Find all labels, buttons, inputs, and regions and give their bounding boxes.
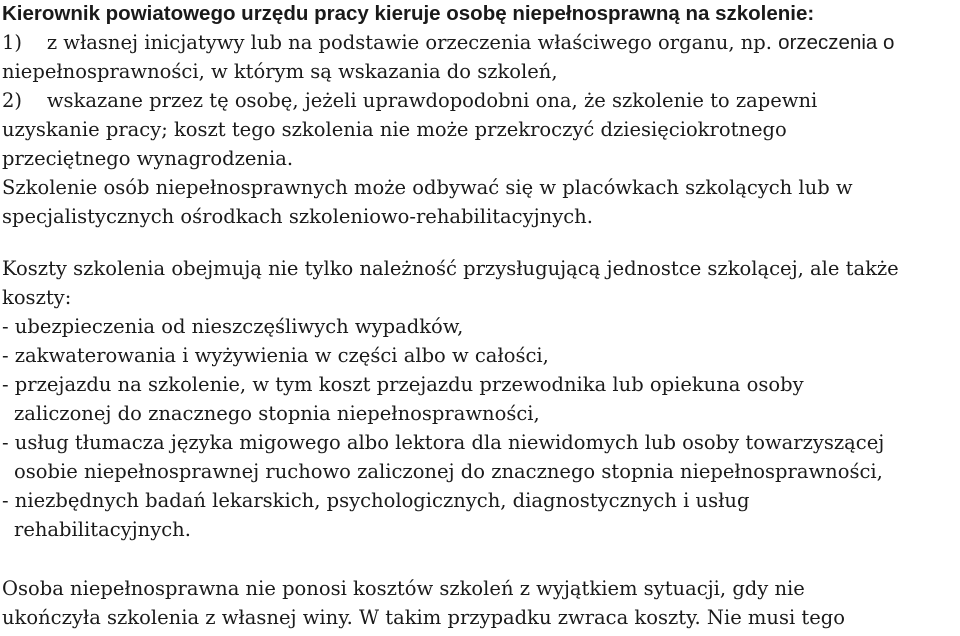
- training-places-line-2: specjalistycznych ośrodkach szkoleniowo-rehabilitacyjnych.: [2, 205, 593, 228]
- cost-item-medical-line-2: rehabilitacyjnych.: [14, 518, 191, 541]
- costs-intro-line-2: koszty:: [2, 286, 72, 309]
- point-2-line-2: uzyskanie pracy; koszt tego szkolenia nie może przekroczyć dziesięciokrotnego: [2, 118, 787, 141]
- cost-item-medical-line-1: - niezbędnych badań lekarskich, psychologicznych, diagnostycznych i usług: [2, 489, 750, 512]
- training-places-line-1: Szkolenie osób niepełnosprawnych może odbywać się w placówkach szkolących lub w: [2, 176, 853, 199]
- cost-item-travel-line-1: - przejazdu na szkolenie, w tym koszt przejazdu przewodnika lub opiekuna osoby: [2, 373, 804, 396]
- point-1-line-1: [2, 29, 894, 57]
- point-1-text-continued: orzeczenia o: [778, 31, 895, 54]
- cost-item-interpreter-line-1: - usług tłumacza języka migowego albo lektora dla niewidomych lub osoby towarzyszącej: [2, 431, 885, 454]
- costs-intro-line-1: Koszty szkolenia obejmują nie tylko należność przysługującą jednostce szkolącej, ale także: [2, 257, 899, 280]
- closing-line-2: ukończyła szkolenia z własnej winy. W takim przypadku zwraca koszty. Nie musi tego: [2, 606, 846, 629]
- closing-line-1: Osoba niepełnosprawna nie ponosi kosztów szkoleń z wyjątkiem sytuacji, gdy nie: [2, 577, 805, 600]
- point-2-line-3: przeciętnego wynagrodzenia.: [2, 147, 294, 170]
- cost-item-travel-line-2: zaliczonej do znacznego stopnia niepełnosprawności,: [14, 402, 540, 425]
- point-2-text: wskazane przez tę osobę, jeżeli uprawdopodobni ona, że szkolenie to zapewni: [46, 89, 818, 112]
- point-1-number: 1): [2, 31, 23, 54]
- point-1-text: z własnej inicjatywy lub na podstawie orzeczenia właściwego organu, np.: [46, 31, 772, 54]
- cost-item-interpreter-line-2: osobie niepełnosprawnej ruchowo zaliczonej do znacznego stopnia niepełnosprawności,: [14, 460, 883, 483]
- cost-item-insurance: - ubezpieczenia od nieszczęśliwych wypadków,: [2, 315, 464, 338]
- heading: Kierownik powiatowego urzędu pracy kieruje osobę niepełnosprawną na szkolenie:: [2, 2, 815, 25]
- cost-item-accommodation: - zakwaterowania i wyżywienia w części albo w całości,: [2, 344, 549, 367]
- point-2-number: 2): [2, 89, 23, 112]
- point-2-line-1: [2, 87, 817, 115]
- point-1-line-2: niepełnosprawności, w którym są wskazania do szkoleń,: [2, 60, 558, 83]
